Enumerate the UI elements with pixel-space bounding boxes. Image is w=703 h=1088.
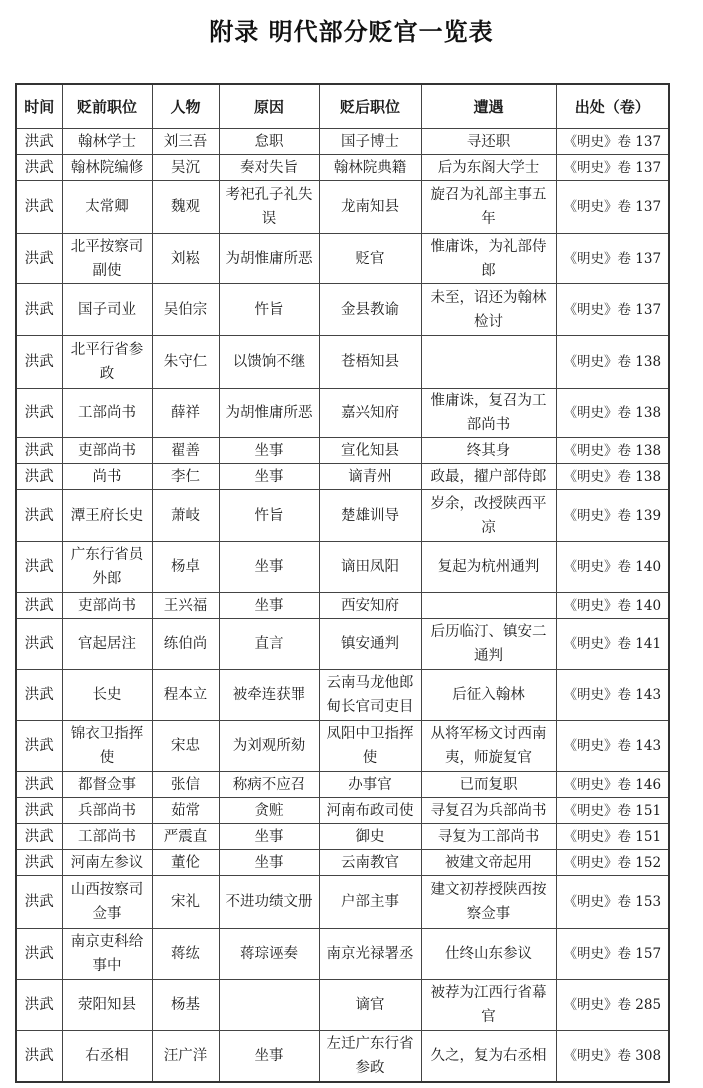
cell-position-before: 尚书 bbox=[62, 464, 152, 490]
cell-position-before: 右丞相 bbox=[62, 1031, 152, 1082]
cell-person: 程本立 bbox=[152, 670, 219, 721]
cell-source: 《明史》卷 138 bbox=[556, 464, 669, 490]
cell-fate: 被荐为江西行省幕官 bbox=[421, 980, 556, 1031]
cell-position-before: 翰林院编修 bbox=[62, 155, 152, 181]
cell-person: 杨卓 bbox=[152, 542, 219, 593]
cell-time: 洪武 bbox=[16, 155, 62, 181]
cell-fate: 终其身 bbox=[421, 438, 556, 464]
table-row bbox=[16, 490, 669, 542]
cell-source: 《明史》卷 146 bbox=[556, 772, 669, 798]
cell-reason: 奏对失旨 bbox=[219, 155, 319, 181]
cell-reason: 忤旨 bbox=[219, 284, 319, 336]
cell-person: 宋礼 bbox=[152, 876, 219, 929]
cell-fate: 旋召为礼部主事五年 bbox=[421, 181, 556, 234]
cell-position-after: 南京光禄署丞 bbox=[319, 929, 421, 980]
cell-reason bbox=[219, 980, 319, 1031]
cell-time: 洪武 bbox=[16, 234, 62, 284]
cell-position-before: 都督佥事 bbox=[62, 772, 152, 798]
cell-fate: 已而复职 bbox=[421, 772, 556, 798]
cell-source: 《明史》卷 138 bbox=[556, 389, 669, 438]
cell-person: 杨基 bbox=[152, 980, 219, 1031]
cell-reason: 坐事 bbox=[219, 542, 319, 593]
cell-time: 洪武 bbox=[16, 129, 62, 155]
cell-source: 《明史》卷 285 bbox=[556, 980, 669, 1031]
cell-position-before: 工部尚书 bbox=[62, 389, 152, 438]
cell-position-after: 云南马龙他郎甸长官司吏目 bbox=[319, 670, 421, 721]
cell-reason: 贪赃 bbox=[219, 798, 319, 824]
cell-position-after: 龙南知县 bbox=[319, 181, 421, 234]
cell-position-after: 谪官 bbox=[319, 980, 421, 1031]
header-position-before: 贬前职位 bbox=[62, 84, 152, 129]
cell-source: 《明史》卷 137 bbox=[556, 284, 669, 336]
table-body bbox=[16, 129, 669, 1082]
table-row bbox=[16, 721, 669, 772]
cell-time: 洪武 bbox=[16, 772, 62, 798]
cell-time: 洪武 bbox=[16, 850, 62, 876]
cell-position-after: 凤阳中卫指挥使 bbox=[319, 721, 421, 772]
cell-fate: 建文初荐授陕西按察佥事 bbox=[421, 876, 556, 929]
cell-fate: 久之，复为右丞相 bbox=[421, 1031, 556, 1082]
cell-position-after: 西安知府 bbox=[319, 593, 421, 619]
table-row bbox=[16, 234, 669, 284]
cell-position-after: 谪青州 bbox=[319, 464, 421, 490]
cell-source: 《明史》卷 138 bbox=[556, 336, 669, 389]
cell-fate bbox=[421, 593, 556, 619]
table-row bbox=[16, 129, 669, 155]
cell-reason: 坐事 bbox=[219, 464, 319, 490]
table-row bbox=[16, 980, 669, 1031]
cell-fate: 惟庸诛，为礼部侍郎 bbox=[421, 234, 556, 284]
cell-fate: 政最，擢户部侍郎 bbox=[421, 464, 556, 490]
cell-position-after: 谪田凤阳 bbox=[319, 542, 421, 593]
cell-position-before: 荥阳知县 bbox=[62, 980, 152, 1031]
cell-person: 薛祥 bbox=[152, 389, 219, 438]
cell-reason: 考祀孔子礼失误 bbox=[219, 181, 319, 234]
cell-source: 《明史》卷 143 bbox=[556, 670, 669, 721]
cell-fate: 后征入翰林 bbox=[421, 670, 556, 721]
cell-fate: 惟庸诛，复召为工部尚书 bbox=[421, 389, 556, 438]
table-row bbox=[16, 181, 669, 234]
cell-time: 洪武 bbox=[16, 1031, 62, 1082]
cell-position-before: 吏部尚书 bbox=[62, 438, 152, 464]
cell-person: 严震直 bbox=[152, 824, 219, 850]
table-row bbox=[16, 464, 669, 490]
cell-person: 吴沉 bbox=[152, 155, 219, 181]
cell-time: 洪武 bbox=[16, 490, 62, 542]
cell-time: 洪武 bbox=[16, 824, 62, 850]
cell-position-before: 南京吏科给事中 bbox=[62, 929, 152, 980]
cell-source: 《明史》卷 137 bbox=[556, 181, 669, 234]
table-row bbox=[16, 1031, 669, 1082]
cell-person: 刘崧 bbox=[152, 234, 219, 284]
cell-person: 茹常 bbox=[152, 798, 219, 824]
cell-source: 《明史》卷 151 bbox=[556, 798, 669, 824]
cell-time: 洪武 bbox=[16, 284, 62, 336]
cell-fate: 被建文帝起用 bbox=[421, 850, 556, 876]
cell-time: 洪武 bbox=[16, 670, 62, 721]
cell-position-before: 锦衣卫指挥使 bbox=[62, 721, 152, 772]
cell-position-after: 苍梧知县 bbox=[319, 336, 421, 389]
cell-position-before: 山西按察司佥事 bbox=[62, 876, 152, 929]
cell-fate: 寻复为工部尚书 bbox=[421, 824, 556, 850]
table-row bbox=[16, 798, 669, 824]
cell-position-before: 国子司业 bbox=[62, 284, 152, 336]
cell-fate: 仕终山东参议 bbox=[421, 929, 556, 980]
cell-source: 《明史》卷 143 bbox=[556, 721, 669, 772]
cell-time: 洪武 bbox=[16, 336, 62, 389]
cell-source: 《明史》卷 140 bbox=[556, 542, 669, 593]
cell-position-before: 工部尚书 bbox=[62, 824, 152, 850]
cell-position-after: 楚雄训导 bbox=[319, 490, 421, 542]
cell-source: 《明史》卷 152 bbox=[556, 850, 669, 876]
cell-position-before: 太常卿 bbox=[62, 181, 152, 234]
cell-fate: 寻还职 bbox=[421, 129, 556, 155]
cell-person: 朱守仁 bbox=[152, 336, 219, 389]
cell-position-before: 翰林学士 bbox=[62, 129, 152, 155]
cell-reason: 蒋琮诬奏 bbox=[219, 929, 319, 980]
cell-reason: 坐事 bbox=[219, 1031, 319, 1082]
cell-reason: 被牵连获罪 bbox=[219, 670, 319, 721]
cell-person: 李仁 bbox=[152, 464, 219, 490]
cell-person: 汪广洋 bbox=[152, 1031, 219, 1082]
cell-fate: 寻复召为兵部尚书 bbox=[421, 798, 556, 824]
cell-position-after: 宣化知县 bbox=[319, 438, 421, 464]
cell-position-after: 河南布政司使 bbox=[319, 798, 421, 824]
cell-source: 《明史》卷 153 bbox=[556, 876, 669, 929]
cell-time: 洪武 bbox=[16, 929, 62, 980]
cell-position-after: 金县教谕 bbox=[319, 284, 421, 336]
cell-time: 洪武 bbox=[16, 389, 62, 438]
demoted-officials-table bbox=[15, 83, 670, 1083]
cell-source: 《明史》卷 139 bbox=[556, 490, 669, 542]
table-row bbox=[16, 772, 669, 798]
cell-time: 洪武 bbox=[16, 798, 62, 824]
cell-reason: 以馈饷不继 bbox=[219, 336, 319, 389]
cell-source: 《明史》卷 137 bbox=[556, 234, 669, 284]
cell-position-after: 左迁广东行省参政 bbox=[319, 1031, 421, 1082]
cell-person: 董伦 bbox=[152, 850, 219, 876]
table-row bbox=[16, 389, 669, 438]
cell-position-before: 吏部尚书 bbox=[62, 593, 152, 619]
cell-reason: 为胡惟庸所恶 bbox=[219, 234, 319, 284]
header-fate: 遭遇 bbox=[421, 84, 556, 129]
table-row bbox=[16, 670, 669, 721]
table-row bbox=[16, 593, 669, 619]
table-row bbox=[16, 284, 669, 336]
cell-position-before: 北平按察司副使 bbox=[62, 234, 152, 284]
table-row bbox=[16, 929, 669, 980]
cell-time: 洪武 bbox=[16, 876, 62, 929]
table-row bbox=[16, 336, 669, 389]
table-row bbox=[16, 850, 669, 876]
cell-position-after: 贬官 bbox=[319, 234, 421, 284]
cell-person: 萧岐 bbox=[152, 490, 219, 542]
cell-time: 洪武 bbox=[16, 593, 62, 619]
cell-reason: 不进功绩文册 bbox=[219, 876, 319, 929]
cell-position-after: 云南教官 bbox=[319, 850, 421, 876]
cell-person: 魏观 bbox=[152, 181, 219, 234]
table-row bbox=[16, 542, 669, 593]
cell-position-after: 国子博士 bbox=[319, 129, 421, 155]
cell-time: 洪武 bbox=[16, 464, 62, 490]
cell-position-before: 北平行省参政 bbox=[62, 336, 152, 389]
cell-position-after: 办事官 bbox=[319, 772, 421, 798]
header-person: 人物 bbox=[152, 84, 219, 129]
table-row bbox=[16, 824, 669, 850]
cell-time: 洪武 bbox=[16, 980, 62, 1031]
cell-source: 《明史》卷 140 bbox=[556, 593, 669, 619]
cell-fate: 岁余，改授陕西平凉 bbox=[421, 490, 556, 542]
cell-position-before: 广东行省员外郎 bbox=[62, 542, 152, 593]
cell-fate: 后为东阁大学士 bbox=[421, 155, 556, 181]
table-row bbox=[16, 155, 669, 181]
table-row bbox=[16, 876, 669, 929]
cell-reason: 直言 bbox=[219, 619, 319, 670]
cell-reason: 忤旨 bbox=[219, 490, 319, 542]
cell-reason: 为刘观所劾 bbox=[219, 721, 319, 772]
cell-fate: 从将军杨文讨西南夷，师旋复官 bbox=[421, 721, 556, 772]
cell-reason: 称病不应召 bbox=[219, 772, 319, 798]
cell-position-before: 兵部尚书 bbox=[62, 798, 152, 824]
cell-time: 洪武 bbox=[16, 721, 62, 772]
table-row bbox=[16, 619, 669, 670]
cell-position-before: 官起居注 bbox=[62, 619, 152, 670]
cell-person: 翟善 bbox=[152, 438, 219, 464]
cell-source: 《明史》卷 138 bbox=[556, 438, 669, 464]
page-title: 附录 明代部分贬官一览表 bbox=[209, 18, 494, 46]
cell-position-before: 潭王府长史 bbox=[62, 490, 152, 542]
cell-person: 宋忠 bbox=[152, 721, 219, 772]
cell-reason: 为胡惟庸所恶 bbox=[219, 389, 319, 438]
header-time: 时间 bbox=[16, 84, 62, 129]
header-reason: 原因 bbox=[219, 84, 319, 129]
cell-time: 洪武 bbox=[16, 619, 62, 670]
cell-source: 《明史》卷 157 bbox=[556, 929, 669, 980]
cell-time: 洪武 bbox=[16, 181, 62, 234]
cell-position-before: 河南左参议 bbox=[62, 850, 152, 876]
cell-reason: 坐事 bbox=[219, 824, 319, 850]
cell-fate bbox=[421, 336, 556, 389]
cell-person: 刘三吾 bbox=[152, 129, 219, 155]
cell-person: 吴伯宗 bbox=[152, 284, 219, 336]
cell-position-before: 长史 bbox=[62, 670, 152, 721]
cell-fate: 后历临汀、镇安二通判 bbox=[421, 619, 556, 670]
cell-source: 《明史》卷 308 bbox=[556, 1031, 669, 1082]
cell-position-after: 翰林院典籍 bbox=[319, 155, 421, 181]
cell-time: 洪武 bbox=[16, 438, 62, 464]
cell-person: 张信 bbox=[152, 772, 219, 798]
header-source: 出处（卷） bbox=[556, 84, 669, 129]
header-position-after: 贬后职位 bbox=[319, 84, 421, 129]
cell-position-after: 镇安通判 bbox=[319, 619, 421, 670]
cell-position-after: 嘉兴知府 bbox=[319, 389, 421, 438]
cell-fate: 复起为杭州通判 bbox=[421, 542, 556, 593]
cell-source: 《明史》卷 151 bbox=[556, 824, 669, 850]
cell-source: 《明史》卷 137 bbox=[556, 129, 669, 155]
cell-source: 《明史》卷 137 bbox=[556, 155, 669, 181]
cell-reason: 坐事 bbox=[219, 438, 319, 464]
cell-person: 练伯尚 bbox=[152, 619, 219, 670]
cell-reason: 坐事 bbox=[219, 850, 319, 876]
cell-reason: 怠职 bbox=[219, 129, 319, 155]
cell-person: 王兴福 bbox=[152, 593, 219, 619]
cell-reason: 坐事 bbox=[219, 593, 319, 619]
table-header-row bbox=[16, 84, 669, 129]
cell-person: 蒋纮 bbox=[152, 929, 219, 980]
cell-fate: 未至，诏还为翰林检讨 bbox=[421, 284, 556, 336]
cell-position-after: 御史 bbox=[319, 824, 421, 850]
cell-source: 《明史》卷 141 bbox=[556, 619, 669, 670]
cell-time: 洪武 bbox=[16, 542, 62, 593]
table-row bbox=[16, 438, 669, 464]
cell-position-after: 户部主事 bbox=[319, 876, 421, 929]
